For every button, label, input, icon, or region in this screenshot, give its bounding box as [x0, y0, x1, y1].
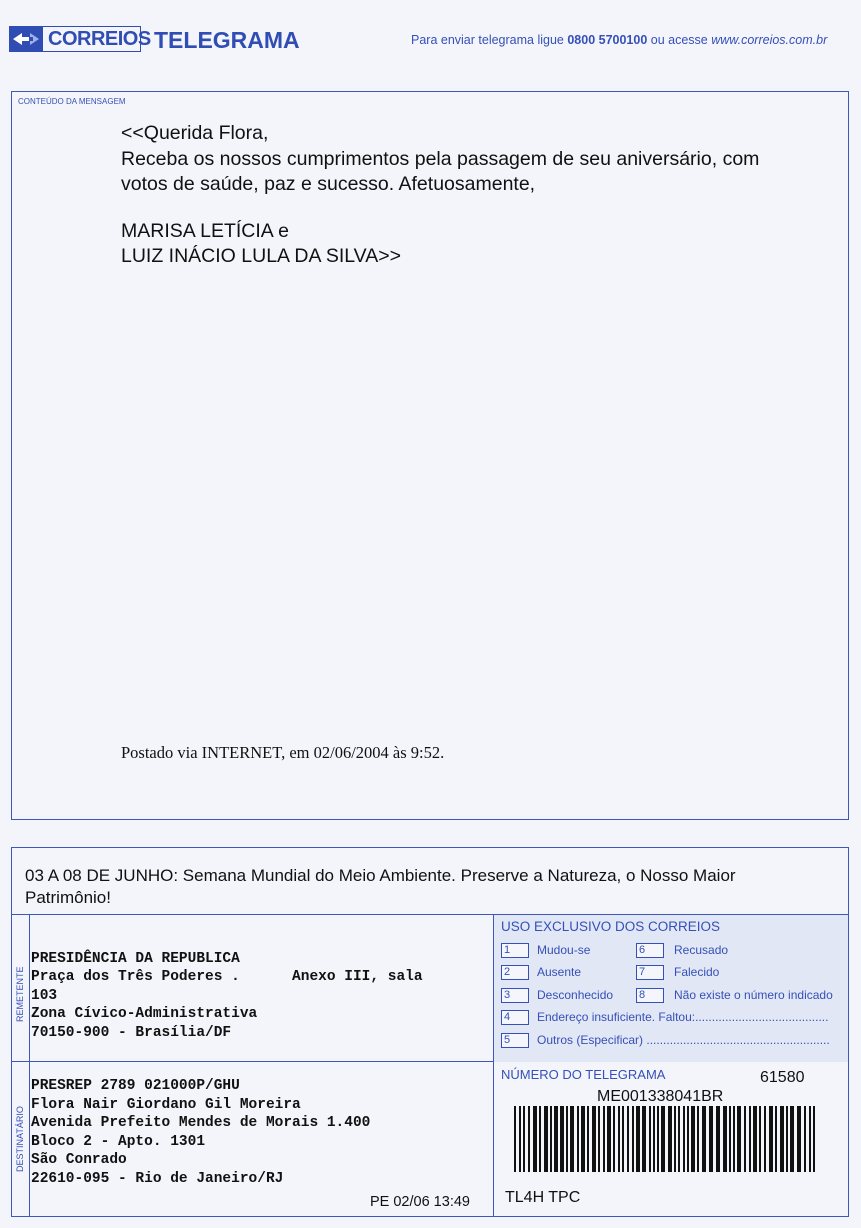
remetente-line: PRESIDÊNCIA DA REPUBLICA [31, 951, 240, 967]
option-label: Falecido [674, 965, 720, 979]
barcode-bar [622, 1106, 624, 1172]
posted-info: Postado via INTERNET, em 02/06/2004 às 9:52. [121, 743, 445, 762]
barcode-bar [813, 1106, 815, 1172]
remetente-line: 70150-900 - Brasília/DF [31, 1025, 232, 1041]
destinatario-line: PRESREP 2789 021000P/GHU [31, 1078, 240, 1094]
barcode-bar [716, 1106, 720, 1172]
option-box[interactable]: 7 [636, 965, 664, 980]
barcode-bar [764, 1106, 766, 1172]
barcode-bar [683, 1106, 685, 1172]
barcode-bar [523, 1106, 525, 1172]
barcode-bar [653, 1106, 655, 1172]
uso-exclusivo-title: USO EXCLUSIVO DOS CORREIOS [501, 919, 721, 934]
barcode-bar [809, 1106, 811, 1172]
barcode-bar [570, 1106, 574, 1172]
remetente-line: Zona Cívico-Administrativa [31, 1006, 258, 1022]
barcode-bar [544, 1106, 548, 1172]
barcode-bar [709, 1106, 713, 1172]
destinatario-label: DESTINATÁRIO [15, 1106, 25, 1172]
barcode-bar [769, 1106, 773, 1172]
barcode-bar [560, 1106, 564, 1172]
barcode-bar [603, 1106, 605, 1172]
barcode-bar [587, 1106, 589, 1172]
barcode-bar [514, 1106, 516, 1172]
barcode-bar [627, 1106, 629, 1172]
barcode-bar [729, 1106, 731, 1172]
barcode-bar [539, 1106, 541, 1172]
barcode-bar [613, 1106, 615, 1172]
barcode-bar [744, 1106, 746, 1172]
barcode-bar [753, 1106, 757, 1172]
barcode-bar [733, 1106, 735, 1172]
destinatario-line: 22610-095 - Rio de Janeiro/RJ [31, 1171, 284, 1187]
option-box[interactable]: 1 [501, 943, 529, 958]
option-label: Outros (Especificar) ....................................................... [537, 1033, 830, 1047]
barcode-bar [566, 1106, 568, 1172]
barcode-bar [577, 1106, 579, 1172]
barcode-bar [581, 1106, 585, 1172]
barcode-bar [661, 1106, 665, 1172]
option-label: Mudou-se [537, 943, 591, 957]
barcode-bar [668, 1106, 672, 1172]
telegram-number: 61580 [760, 1069, 805, 1086]
barcode-bar [786, 1106, 788, 1172]
contact-info [411, 33, 827, 47]
correios-logo-icon [9, 26, 43, 52]
barcode-bar [554, 1106, 558, 1172]
destinatario-line: Bloco 2 - Apto. 1301 [31, 1134, 206, 1150]
barcode-bar [790, 1106, 794, 1172]
footer-code: TL4H TPC [505, 1189, 581, 1206]
barcode-bar [528, 1106, 530, 1172]
barcode-bar [797, 1106, 801, 1172]
barcode-bar [519, 1106, 521, 1172]
barcode-bar [697, 1106, 699, 1172]
option-box[interactable]: 5 [501, 1033, 529, 1048]
barcode-bar [687, 1106, 689, 1172]
barcode-bar [804, 1106, 806, 1172]
option-box[interactable]: 8 [636, 988, 664, 1003]
contact-prefix: Para enviar telegrama ligue [411, 33, 568, 47]
destinatario-line: Avenida Prefeito Mendes de Morais 1.400 [31, 1115, 371, 1131]
contact-phone: 0800 5700100 [567, 33, 648, 47]
logo-text: CORREIOS [48, 28, 151, 50]
message-line: votos de saúde, paz e sucesso. Afetuosamente, [121, 173, 536, 195]
option-label: Não existe o número indicado [674, 988, 833, 1002]
barcode-bar [642, 1106, 646, 1172]
option-box[interactable]: 4 [501, 1010, 529, 1025]
option-label: Endereço insuficiente. Faltou:........................................ [537, 1010, 829, 1024]
page-title: TELEGRAMA [154, 27, 300, 53]
barcode-bar [533, 1106, 537, 1172]
message-line: LUIZ INÁCIO LULA DA SILVA>> [121, 245, 401, 267]
barcode-bar [780, 1106, 784, 1172]
barcode-bar [723, 1106, 727, 1172]
remetente-line: Praça dos Três Poderes . Anexo III, sala [31, 969, 423, 985]
telegram-number-label: NÚMERO DO TELEGRAMA [501, 1067, 666, 1082]
message-line: Receba os nossos cumprimentos pela passagem de seu aniversário, com [121, 148, 760, 170]
barcode-bar [702, 1106, 706, 1172]
option-label: Desconhecido [537, 988, 614, 1002]
contact-middle: ou acesse [647, 33, 712, 47]
barcode-bar [749, 1106, 751, 1172]
option-box[interactable]: 2 [501, 965, 529, 980]
divider [29, 915, 30, 1217]
remetente-line: 103 [31, 988, 58, 1004]
message-line: MARISA LETÍCIA e [121, 220, 289, 242]
option-box[interactable]: 6 [636, 943, 664, 958]
barcode-bar [636, 1106, 640, 1172]
barcode-bar [632, 1106, 634, 1172]
barcode-bar [759, 1106, 761, 1172]
option-box[interactable]: 3 [501, 988, 529, 1003]
barcode-bar [618, 1106, 620, 1172]
barcode-bar [598, 1106, 600, 1172]
barcode-bar [592, 1106, 596, 1172]
message-line: <<Querida Flora, [121, 122, 269, 144]
barcode-bar [691, 1106, 695, 1172]
barcode-bar [649, 1106, 651, 1172]
option-label: Recusado [674, 943, 729, 957]
tracking-code: ME001338041BR [597, 1088, 724, 1105]
barcode-bar [550, 1106, 552, 1172]
barcode-bar [678, 1106, 680, 1172]
destinatario-line: Flora Nair Giordano Gil Moreira [31, 1097, 301, 1113]
barcode-bar [607, 1106, 611, 1172]
option-label: Ausente [537, 965, 582, 979]
barcode-bar [674, 1106, 676, 1172]
message-label: CONTEÚDO DA MENSAGEM [18, 97, 126, 106]
barcode-bar [775, 1106, 777, 1172]
barcode-bar [737, 1106, 741, 1172]
message-box [11, 91, 849, 820]
campaign-text: 03 A 08 DE JUNHO: Semana Mundial do Meio Ambiente. Preserve a Natureza, o Nosso Maior Patrimônio! [25, 866, 736, 907]
destinatario-line: São Conrado [31, 1152, 127, 1168]
remetente-label: REMETENTE [15, 966, 25, 1022]
barcode-bar [657, 1106, 659, 1172]
barcode [514, 1106, 818, 1172]
contact-website: www.correios.com.br [711, 33, 828, 47]
postmark: PE 02/06 13:49 [370, 1194, 470, 1210]
